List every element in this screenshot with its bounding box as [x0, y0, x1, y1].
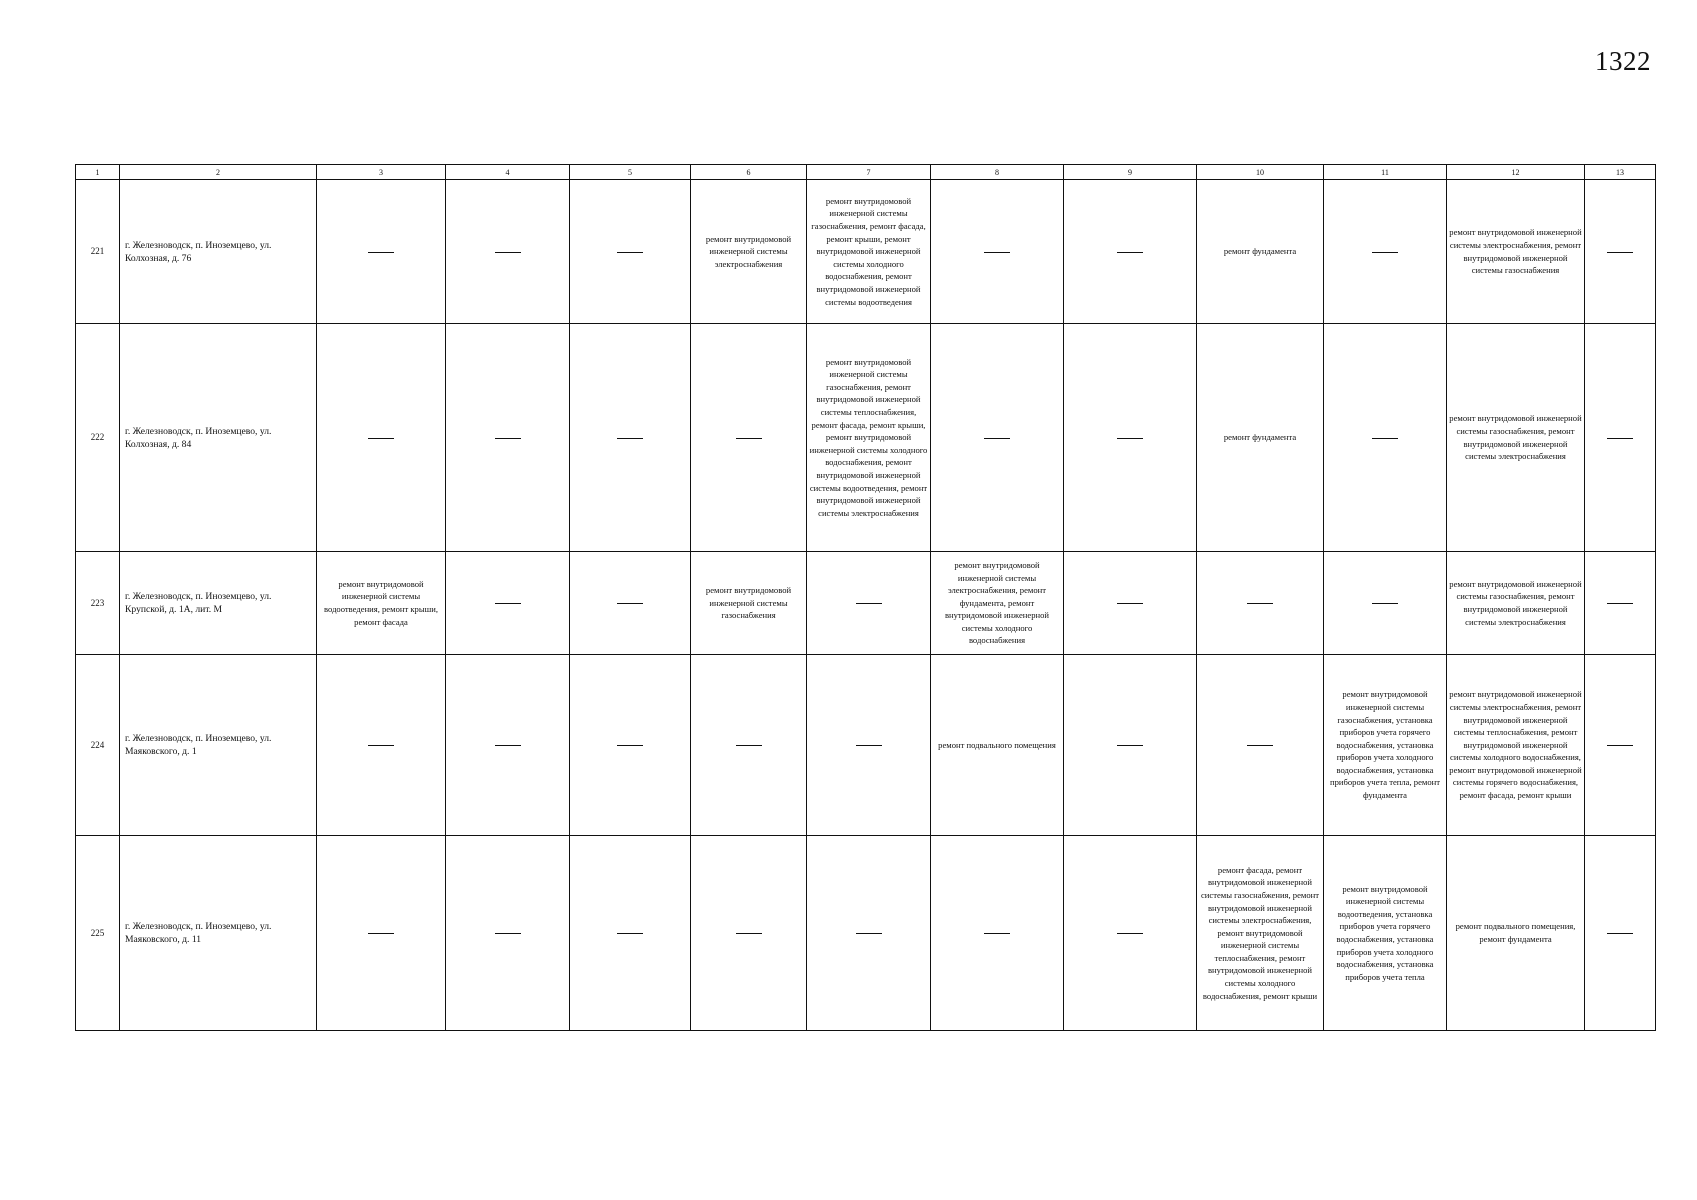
empty-dash-mark: [617, 745, 643, 746]
work-cell-col-3: [317, 180, 446, 324]
work-cell-col-4: [446, 552, 570, 655]
work-cell-col-4: [446, 655, 570, 836]
work-cell-col-7: [807, 324, 931, 552]
work-description: ремонт внутридомовой инженерной системы электроснабжения: [705, 233, 792, 269]
work-cell-col-8: [931, 324, 1064, 552]
work-description: ремонт внутридомовой инженерной системы газоснабжения, установка приборов учета горячего водоснабжения, установка приборов учета холодного водоснабжения, установка приборов учета тепла, ремонт фундамента: [1330, 689, 1440, 801]
work-description: ремонт внутридомовой инженерной системы газоснабжения, ремонт внутридомовой инженерной системы теплоснабжения, ремонт фасада, ремонт крыши, ремонт внутридомовой инженерной системы холодного водоснабжения, ремонт внутридомовой инженерной системы водоотведения, ремонт внутридомовой инженерной системы электроснабжения: [809, 356, 928, 518]
empty-dash-mark: [1607, 438, 1633, 439]
work-cell-col-8: [931, 180, 1064, 324]
column-header-9: 9: [1064, 165, 1197, 180]
work-cell-col-9: [1064, 836, 1197, 1031]
table-row: [76, 180, 1656, 324]
work-description: ремонт внутридомовой инженерной системы водоотведения, установка приборов учета горячего водоснабжения, установка приборов учета холодного водоснабжения, установка приборов учета тепла: [1336, 883, 1434, 982]
work-description: ремонт подвального помещения: [938, 739, 1056, 750]
table-row: [76, 324, 1656, 552]
work-cell-col-6: [691, 836, 807, 1031]
column-header-6: 6: [691, 165, 807, 180]
table-row: [76, 552, 1656, 655]
work-cell-col-8: [931, 836, 1064, 1031]
work-cell-col-9: [1064, 180, 1197, 324]
empty-dash-mark: [1117, 438, 1143, 439]
column-header-2: 2: [120, 165, 317, 180]
address-cell: г. Железноводск, п. Иноземцево, ул. Колхозная, д. 84: [120, 324, 317, 552]
empty-dash-mark: [1372, 603, 1398, 604]
row-number-cell: 225: [76, 836, 120, 1031]
empty-dash-mark: [1117, 252, 1143, 253]
column-header-13: 13: [1585, 165, 1656, 180]
work-cell-col-8: [931, 655, 1064, 836]
work-cell-col-13: [1585, 836, 1656, 1031]
work-cell-col-6: [691, 655, 807, 836]
work-cell-col-6: [691, 552, 807, 655]
page-number: 1322: [1595, 46, 1651, 76]
empty-dash-mark: [495, 933, 521, 934]
work-cell-col-4: [446, 180, 570, 324]
empty-dash-mark: [1247, 745, 1273, 746]
empty-dash-mark: [1607, 252, 1633, 253]
column-header-12: 12: [1447, 165, 1585, 180]
empty-dash-mark: [617, 438, 643, 439]
empty-dash-mark: [1372, 438, 1398, 439]
table-row: [76, 836, 1656, 1031]
work-cell-col-5: [570, 324, 691, 552]
empty-dash-mark: [1117, 745, 1143, 746]
work-cell-col-7: [807, 655, 931, 836]
work-cell-col-11: [1324, 324, 1447, 552]
work-cell-col-12: [1447, 836, 1585, 1031]
work-cell-col-6: [691, 180, 807, 324]
work-cell-col-5: [570, 655, 691, 836]
work-cell-col-12: [1447, 552, 1585, 655]
address-cell: г. Железноводск, п. Иноземцево, ул. Маяковского, д. 11: [120, 836, 317, 1031]
empty-dash-mark: [495, 745, 521, 746]
repair-schedule-table: [75, 164, 1656, 1031]
work-cell-col-3: [317, 836, 446, 1031]
row-number-cell: 221: [76, 180, 120, 324]
work-cell-col-10: [1197, 180, 1324, 324]
work-cell-col-3: [317, 552, 446, 655]
empty-dash-mark: [856, 603, 882, 604]
empty-dash-mark: [736, 933, 762, 934]
row-number-cell: 222: [76, 324, 120, 552]
work-description: ремонт внутридомовой инженерной системы электроснабжения, ремонт внутридомовой инженерной системы газоснабжения: [1449, 227, 1582, 276]
work-cell-col-7: [807, 180, 931, 324]
empty-dash-mark: [368, 745, 394, 746]
empty-dash-mark: [1247, 603, 1273, 604]
work-cell-col-10: [1197, 655, 1324, 836]
work-description: ремонт фасада, ремонт внутридомовой инженерной системы газоснабжения, ремонт внутридомовой инженерной системы электроснабжения, ремонт внутридомовой инженерной системы теплоснабжения, ремонт внутридомовой инженерной системы холодного водоснабжения, ремонт крыши: [1200, 864, 1320, 1001]
work-cell-col-7: [807, 552, 931, 655]
work-cell-col-3: [317, 655, 446, 836]
row-number-cell: 224: [76, 655, 120, 836]
empty-dash-mark: [1607, 933, 1633, 934]
work-cell-col-11: [1324, 655, 1447, 836]
work-description: ремонт внутридомовой инженерной системы газоснабжения, ремонт фасада, ремонт крыши, ремонт внутридомовой инженерной системы холодного водоснабжения, ремонт внутридомовой инженерной системы водоотведения: [811, 195, 926, 307]
column-header-11: 11: [1324, 165, 1447, 180]
work-cell-col-12: [1447, 180, 1585, 324]
empty-dash-mark: [368, 933, 394, 934]
work-cell-col-9: [1064, 655, 1197, 836]
work-cell-col-10: [1197, 324, 1324, 552]
work-cell-col-13: [1585, 655, 1656, 836]
empty-dash-mark: [856, 745, 882, 746]
column-header-8: 8: [931, 165, 1064, 180]
work-cell-col-5: [570, 836, 691, 1031]
work-cell-col-10: [1197, 836, 1324, 1031]
work-cell-col-13: [1585, 552, 1656, 655]
work-description: ремонт внутридомовой инженерной системы газоснабжения: [705, 585, 792, 621]
work-cell-col-13: [1585, 180, 1656, 324]
work-cell-col-7: [807, 836, 931, 1031]
work-cell-col-12: [1447, 655, 1585, 836]
empty-dash-mark: [368, 252, 394, 253]
work-description: ремонт внутридомовой инженерной системы электроснабжения, ремонт внутридомовой инженерной системы теплоснабжения, ремонт внутридомовой инженерной системы холодного водоснабжения, ремонт внутридомовой инженерной системы горячего водоснабжения, ремонт фасада, ремонт крыши: [1449, 689, 1582, 801]
work-description: ремонт внутридомовой инженерной системы газоснабжения, ремонт внутридомовой инженерной системы электроснабжения: [1449, 578, 1582, 627]
column-number-row: [76, 165, 1656, 180]
work-description: ремонт внутридомовой инженерной системы газоснабжения, ремонт внутридомовой инженерной системы электроснабжения: [1449, 413, 1582, 462]
work-cell-col-3: [317, 324, 446, 552]
work-cell-col-12: [1447, 324, 1585, 552]
work-cell-col-11: [1324, 552, 1447, 655]
work-cell-col-4: [446, 836, 570, 1031]
work-description: ремонт фундамента: [1223, 246, 1297, 257]
work-description: ремонт внутридомовой инженерной системы электроснабжения, ремонт фундамента, ремонт внутридомовой инженерной системы холодного водоснабжения: [944, 559, 1050, 646]
column-header-4: 4: [446, 165, 570, 180]
work-description: ремонт фундамента: [1223, 432, 1297, 443]
work-description: ремонт внутридомовой инженерной системы водоотведения, ремонт крыши, ремонт фасада: [324, 578, 438, 627]
empty-dash-mark: [984, 252, 1010, 253]
work-cell-col-5: [570, 180, 691, 324]
column-header-5: 5: [570, 165, 691, 180]
column-header-3: 3: [317, 165, 446, 180]
work-cell-col-8: [931, 552, 1064, 655]
table-row: [76, 655, 1656, 836]
empty-dash-mark: [736, 438, 762, 439]
work-cell-col-11: [1324, 836, 1447, 1031]
column-header-1: 1: [76, 165, 120, 180]
column-header-7: 7: [807, 165, 931, 180]
empty-dash-mark: [1117, 603, 1143, 604]
work-cell-col-4: [446, 324, 570, 552]
empty-dash-mark: [1372, 252, 1398, 253]
work-cell-col-10: [1197, 552, 1324, 655]
work-cell-col-5: [570, 552, 691, 655]
column-header-10: 10: [1197, 165, 1324, 180]
empty-dash-mark: [495, 438, 521, 439]
empty-dash-mark: [984, 438, 1010, 439]
empty-dash-mark: [495, 252, 521, 253]
work-cell-col-13: [1585, 324, 1656, 552]
work-cell-col-9: [1064, 552, 1197, 655]
empty-dash-mark: [984, 933, 1010, 934]
empty-dash-mark: [1607, 603, 1633, 604]
empty-dash-mark: [617, 252, 643, 253]
work-description: ремонт подвального помещения, ремонт фундамента: [1455, 921, 1576, 944]
empty-dash-mark: [368, 438, 394, 439]
row-number-cell: 223: [76, 552, 120, 655]
address-cell: г. Железноводск, п. Иноземцево, ул. Маяковского, д. 1: [120, 655, 317, 836]
empty-dash-mark: [736, 745, 762, 746]
work-cell-col-11: [1324, 180, 1447, 324]
empty-dash-mark: [617, 603, 643, 604]
empty-dash-mark: [617, 933, 643, 934]
address-cell: г. Железноводск, п. Иноземцево, ул. Крупской, д. 1А, лит. М: [120, 552, 317, 655]
empty-dash-mark: [856, 933, 882, 934]
work-cell-col-6: [691, 324, 807, 552]
work-cell-col-9: [1064, 324, 1197, 552]
address-cell: г. Железноводск, п. Иноземцево, ул. Колхозная, д. 76: [120, 180, 317, 324]
empty-dash-mark: [495, 603, 521, 604]
empty-dash-mark: [1117, 933, 1143, 934]
empty-dash-mark: [1607, 745, 1633, 746]
